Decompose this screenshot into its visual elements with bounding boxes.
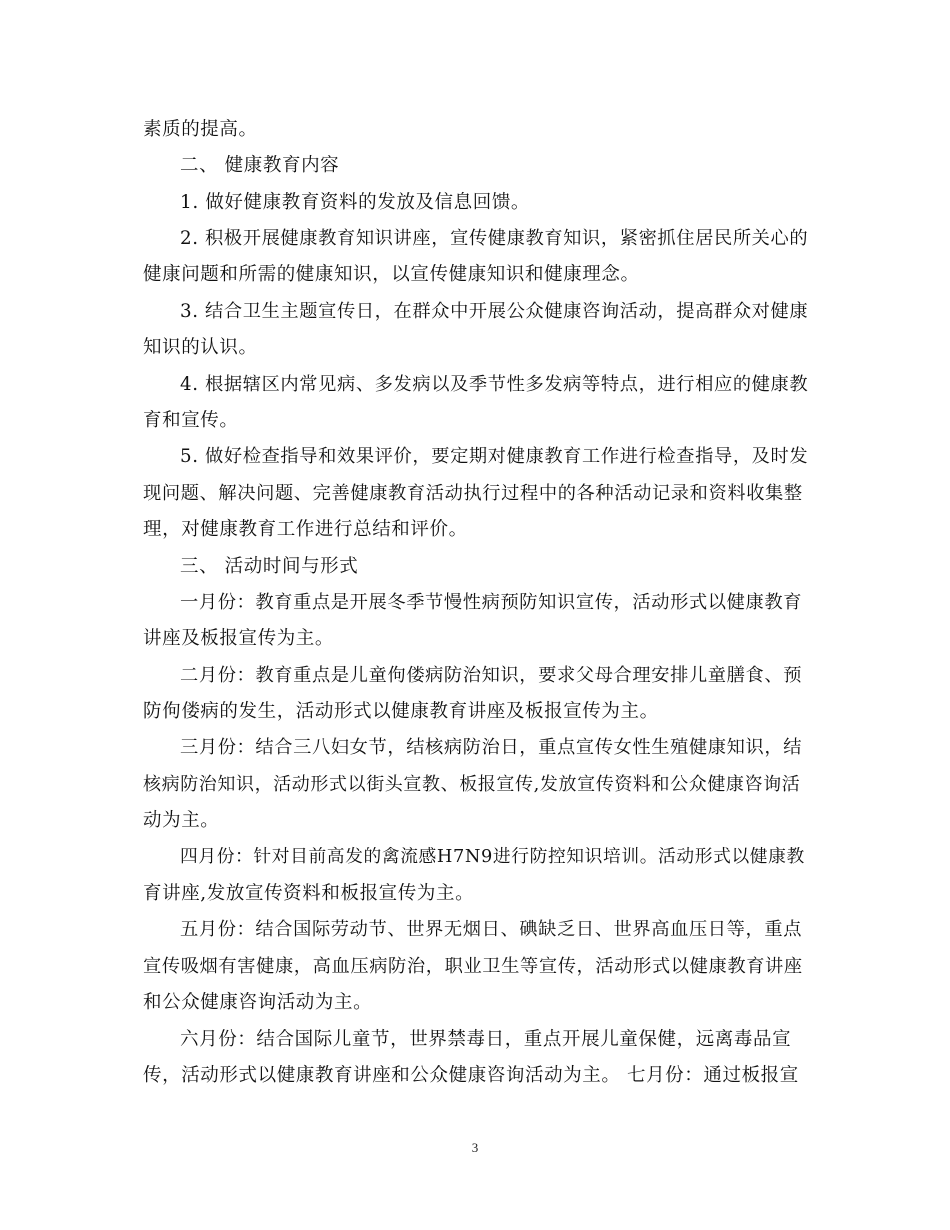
- text-line: 防佝偻病的发生，活动形式以健康教育讲座及板报宣传为主。: [143, 701, 659, 722]
- text-line: 现问题、解决问题、完善健康教育活动执行过程中的各种活动记录和资料收集整: [143, 483, 803, 504]
- text-line: 二月份：教育重点是儿童佝偻病防治知识，要求父母合理安排儿童膳食、预: [180, 665, 803, 686]
- page-number: 3: [471, 1140, 479, 1155]
- text-line: 理，对健康教育工作进行总结和评价。: [143, 519, 468, 540]
- text-line: 健康问题和所需的健康知识，以宣传健康知识和健康理念。: [143, 264, 640, 285]
- text-line: 和公众健康咨询活动为主。: [143, 992, 373, 1013]
- text-line: 知识的认识。: [143, 337, 258, 358]
- text-line: 一月份：教育重点是开展冬季节慢性病预防知识宣传，活动形式以健康教育: [180, 592, 803, 613]
- text-line: 讲座及板报宣传为主。: [143, 628, 335, 649]
- text-line: 六月份：结合国际儿童节，世界禁毒日，重点开展儿童保健，远离毒品宣: [180, 1029, 792, 1050]
- text-line: 动为主。: [143, 810, 220, 831]
- text-line: 五月份：结合国际劳动节、世界无烟日、碘缺乏日、世界高血压日等，重点: [180, 919, 803, 940]
- text-line: 2. 积极开展健康教育知识讲座，宣传健康教育知识，紧密抓住居民所关心的: [180, 228, 809, 249]
- text-line: 1. 做好健康教育资料的发放及信息回馈。: [180, 192, 531, 213]
- text-line: 育讲座,发放宣传资料和板报宣传为主。: [143, 883, 475, 904]
- text-line: 素质的提高。: [143, 119, 258, 140]
- text-line: 3. 结合卫生主题宣传日，在群众中开展公众健康咨询活动，提高群众对健康: [180, 301, 809, 322]
- text-line: 传，活动形式以健康教育讲座和公众健康咨询活动为主。 七月份：通过板报宣: [143, 1065, 799, 1086]
- text-line: 育和宣传。: [143, 410, 239, 431]
- section-heading: 三、 活动时间与形式: [180, 556, 359, 577]
- text-line: 四月份：针对目前高发的禽流感H7N9进行防控知识培训。活动形式以健康教: [180, 847, 805, 867]
- text-line: 4. 根据辖区内常见病、多发病以及季节性多发病等特点，进行相应的健康教: [180, 374, 809, 395]
- text-line: 三月份：结合三八妇女节，结核病防治日，重点宣传女性生殖健康知识，结: [180, 737, 803, 758]
- text-line: 宣传吸烟有害健康，高血压病防治，职业卫生等宣传，活动形式以健康教育讲座: [143, 956, 803, 977]
- text-line: 核病防治知识，活动形式以街头宣教、板报宣传,发放宣传资料和公众健康咨询活: [143, 774, 801, 795]
- section-heading: 二、 健康教育内容: [180, 155, 340, 176]
- text-line: 5. 做好检查指导和效果评价，要定期对健康教育工作进行检查指导，及时发: [180, 446, 809, 467]
